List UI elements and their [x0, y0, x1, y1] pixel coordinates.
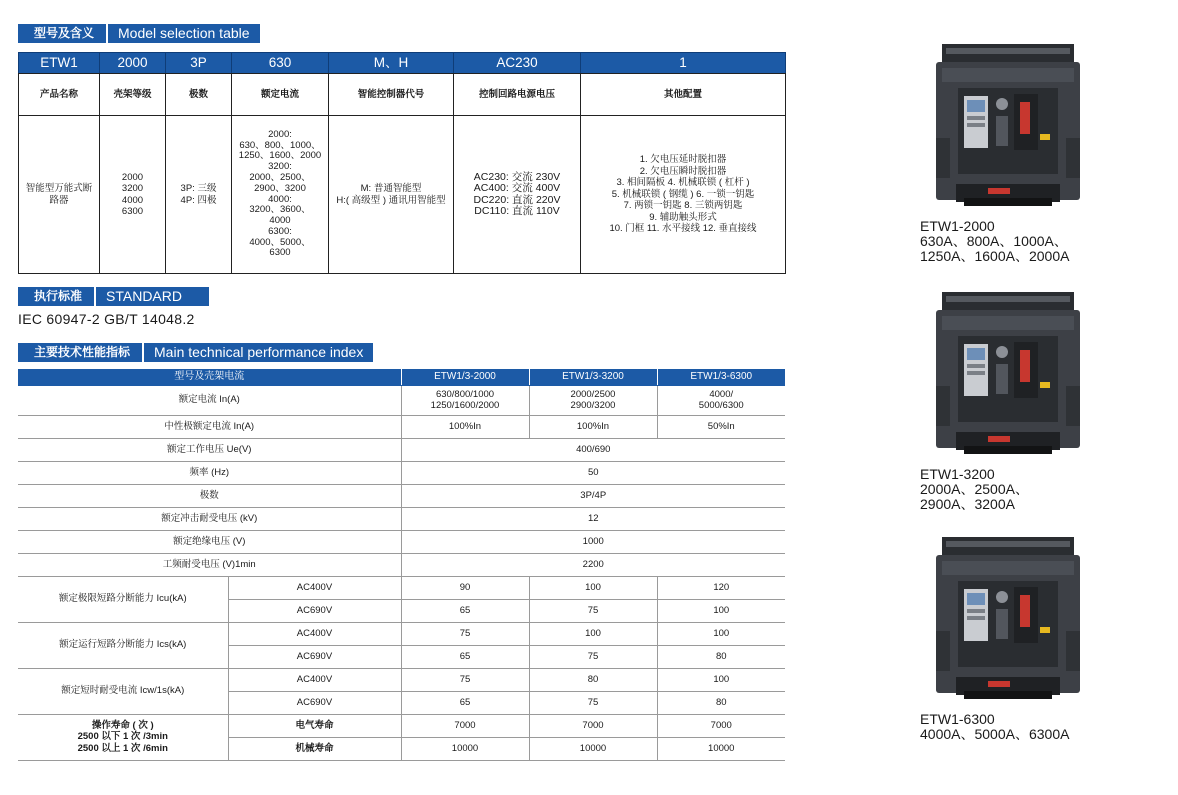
- product-ratings: 2000A、2500A、 2900A、3200A: [920, 481, 1029, 512]
- perf-header-col: ETW1/3-6300: [657, 369, 785, 385]
- merged-row-label: 工频耐受电压 (V)1min: [18, 553, 401, 576]
- perf-header-col: ETW1/3-2000: [401, 369, 529, 385]
- icw-value: 80: [657, 691, 785, 714]
- code-cell: 2000: [100, 53, 166, 74]
- life-sub-label: 电气寿命: [228, 714, 401, 737]
- ics-label: 额定运行短路分断能力 Ics(kA): [18, 622, 228, 668]
- ics-value: 65: [401, 645, 529, 668]
- icu-value: 90: [401, 576, 529, 599]
- name-cell: 极数: [166, 74, 232, 116]
- perf-header-label: 型号及壳架电流: [18, 369, 401, 385]
- product-etw1-2000: [920, 38, 1176, 264]
- product-ratings: 4000A、5000A、6300A: [920, 726, 1070, 742]
- name-cell: 壳架等级: [100, 74, 166, 116]
- product-ratings: 630A、800A、1000A、 1250A、1600A、2000A: [920, 233, 1070, 264]
- perf-section-title-cn: 主要技术性能指标: [18, 343, 142, 362]
- model-selection-table: [18, 52, 786, 274]
- name-cell: 产品名称: [19, 74, 100, 116]
- model-section-title-en: Model selection table: [108, 24, 260, 43]
- merged-row-value: 1000: [401, 530, 785, 553]
- control-voltage-value: AC230: 交流 230V AC400: 交流 400V DC220: 直流 220V DC110: 直流 110V: [454, 116, 581, 274]
- name-cell: 其他配置: [581, 74, 786, 116]
- rated-current-label: 额定电流 In(A): [18, 385, 401, 415]
- life-value: 7000: [529, 714, 657, 737]
- icu-value: 100: [529, 576, 657, 599]
- code-cell: ETW1: [19, 53, 100, 74]
- code-cell: AC230: [454, 53, 581, 74]
- ics-value: 100: [657, 622, 785, 645]
- rated-current-value: 2000: 630、800、1000、 1250、1600、2000 3200: 2000、2500、 2900、3200 4000: 3200、3600、 4000 6300: 4000、5000、 6300: [232, 116, 329, 274]
- rated-current-2000: 630/800/1000 1250/1600/2000: [401, 385, 529, 415]
- neutral-current-3200: 100%In: [529, 415, 657, 438]
- product-etw1-3200: [920, 286, 1176, 512]
- life-sub-label: 机械寿命: [228, 737, 401, 760]
- breaker-photo: [928, 38, 1088, 208]
- code-cell: 3P: [166, 53, 232, 74]
- code-cell: 1: [581, 53, 786, 74]
- standard-text: IEC 60947-2 GB/T 14048.2: [18, 311, 195, 327]
- standard-section-header: [18, 287, 209, 306]
- standard-section-title-cn: 执行标准: [18, 287, 94, 306]
- voltage-sub-label: AC690V: [228, 599, 401, 622]
- perf-header-col: ETW1/3-3200: [529, 369, 657, 385]
- code-cell: M、H: [329, 53, 454, 74]
- merged-row-label: 频率 (Hz): [18, 461, 401, 484]
- icu-value: 65: [401, 599, 529, 622]
- name-cell: 智能控制器代号: [329, 74, 454, 116]
- perf-section-title-en: Main technical performance index: [144, 343, 373, 362]
- merged-row-value: 3P/4P: [401, 484, 785, 507]
- controller-code-value: M: 普通智能型 H:( 高级型 ) 通讯用智能型: [329, 116, 454, 274]
- frame-grade-value: 2000 3200 4000 6300: [100, 116, 166, 274]
- breaker-photo: [928, 286, 1088, 456]
- neutral-current-2000: 100%In: [401, 415, 529, 438]
- icu-value: 100: [657, 599, 785, 622]
- neutral-current-6300: 50%In: [657, 415, 785, 438]
- product-etw1-6300: [920, 531, 1176, 742]
- standard-section-title-en: STANDARD: [96, 287, 209, 306]
- ics-value: 80: [657, 645, 785, 668]
- voltage-sub-label: AC400V: [228, 668, 401, 691]
- model-section-title-cn: 型号及含义: [18, 24, 106, 43]
- ics-value: 75: [401, 622, 529, 645]
- merged-row-value: 50: [401, 461, 785, 484]
- voltage-sub-label: AC400V: [228, 576, 401, 599]
- rated-current-3200: 2000/2500 2900/3200: [529, 385, 657, 415]
- icu-value: 75: [529, 599, 657, 622]
- product-model: ETW1-6300: [920, 711, 995, 727]
- code-cell: 630: [232, 53, 329, 74]
- life-value: 10000: [657, 737, 785, 760]
- life-value: 7000: [657, 714, 785, 737]
- rated-current-6300: 4000/ 5000/6300: [657, 385, 785, 415]
- merged-row-value: 12: [401, 507, 785, 530]
- poles-value: 3P: 三级 4P: 四极: [166, 116, 232, 274]
- voltage-sub-label: AC690V: [228, 691, 401, 714]
- product-model: ETW1-2000: [920, 218, 995, 234]
- life-value: 7000: [401, 714, 529, 737]
- voltage-sub-label: AC400V: [228, 622, 401, 645]
- icw-label: 额定短时耐受电流 Icw/1s(kA): [18, 668, 228, 714]
- merged-row-value: 400/690: [401, 438, 785, 461]
- merged-row-value: 2200: [401, 553, 785, 576]
- operating-life-label: 操作寿命 ( 次 ) 2500 以下 1 次 /3min 2500 以上 1 次 /6min: [18, 714, 228, 760]
- performance-table: [18, 369, 785, 761]
- ics-value: 75: [529, 645, 657, 668]
- icu-label: 额定极限短路分断能力 Icu(kA): [18, 576, 228, 622]
- ics-value: 100: [529, 622, 657, 645]
- icw-value: 80: [529, 668, 657, 691]
- merged-row-label: 额定工作电压 Ue(V): [18, 438, 401, 461]
- model-section-header: [18, 24, 260, 43]
- icw-value: 75: [401, 668, 529, 691]
- icu-value: 120: [657, 576, 785, 599]
- life-value: 10000: [529, 737, 657, 760]
- perf-section-header: [18, 343, 373, 362]
- merged-row-label: 额定绝缘电压 (V): [18, 530, 401, 553]
- icw-value: 65: [401, 691, 529, 714]
- name-cell: 控制回路电源电压: [454, 74, 581, 116]
- product-name-value: 智能型万能式断路器: [19, 116, 100, 274]
- other-config-value: 1. 欠电压延时脱扣器 2. 欠电压瞬时脱扣器 3. 相间隔板 4. 机械联锁 ( 杠杆 ) 5. 机械联锁 ( 钢缆 ) 6. 一锁一钥匙 7. 两锁一钥匙 8. 三锁两钥匙 9. 辅助触头形式 10. 门框 11. 水平接线 12. 垂直接线: [581, 116, 786, 274]
- neutral-current-label: 中性极额定电流 In(A): [18, 415, 401, 438]
- life-value: 10000: [401, 737, 529, 760]
- icw-value: 75: [529, 691, 657, 714]
- merged-row-label: 极数: [18, 484, 401, 507]
- product-model: ETW1-3200: [920, 466, 995, 482]
- breaker-photo: [928, 531, 1088, 701]
- name-cell: 额定电流: [232, 74, 329, 116]
- merged-row-label: 额定冲击耐受电压 (kV): [18, 507, 401, 530]
- icw-value: 100: [657, 668, 785, 691]
- voltage-sub-label: AC690V: [228, 645, 401, 668]
